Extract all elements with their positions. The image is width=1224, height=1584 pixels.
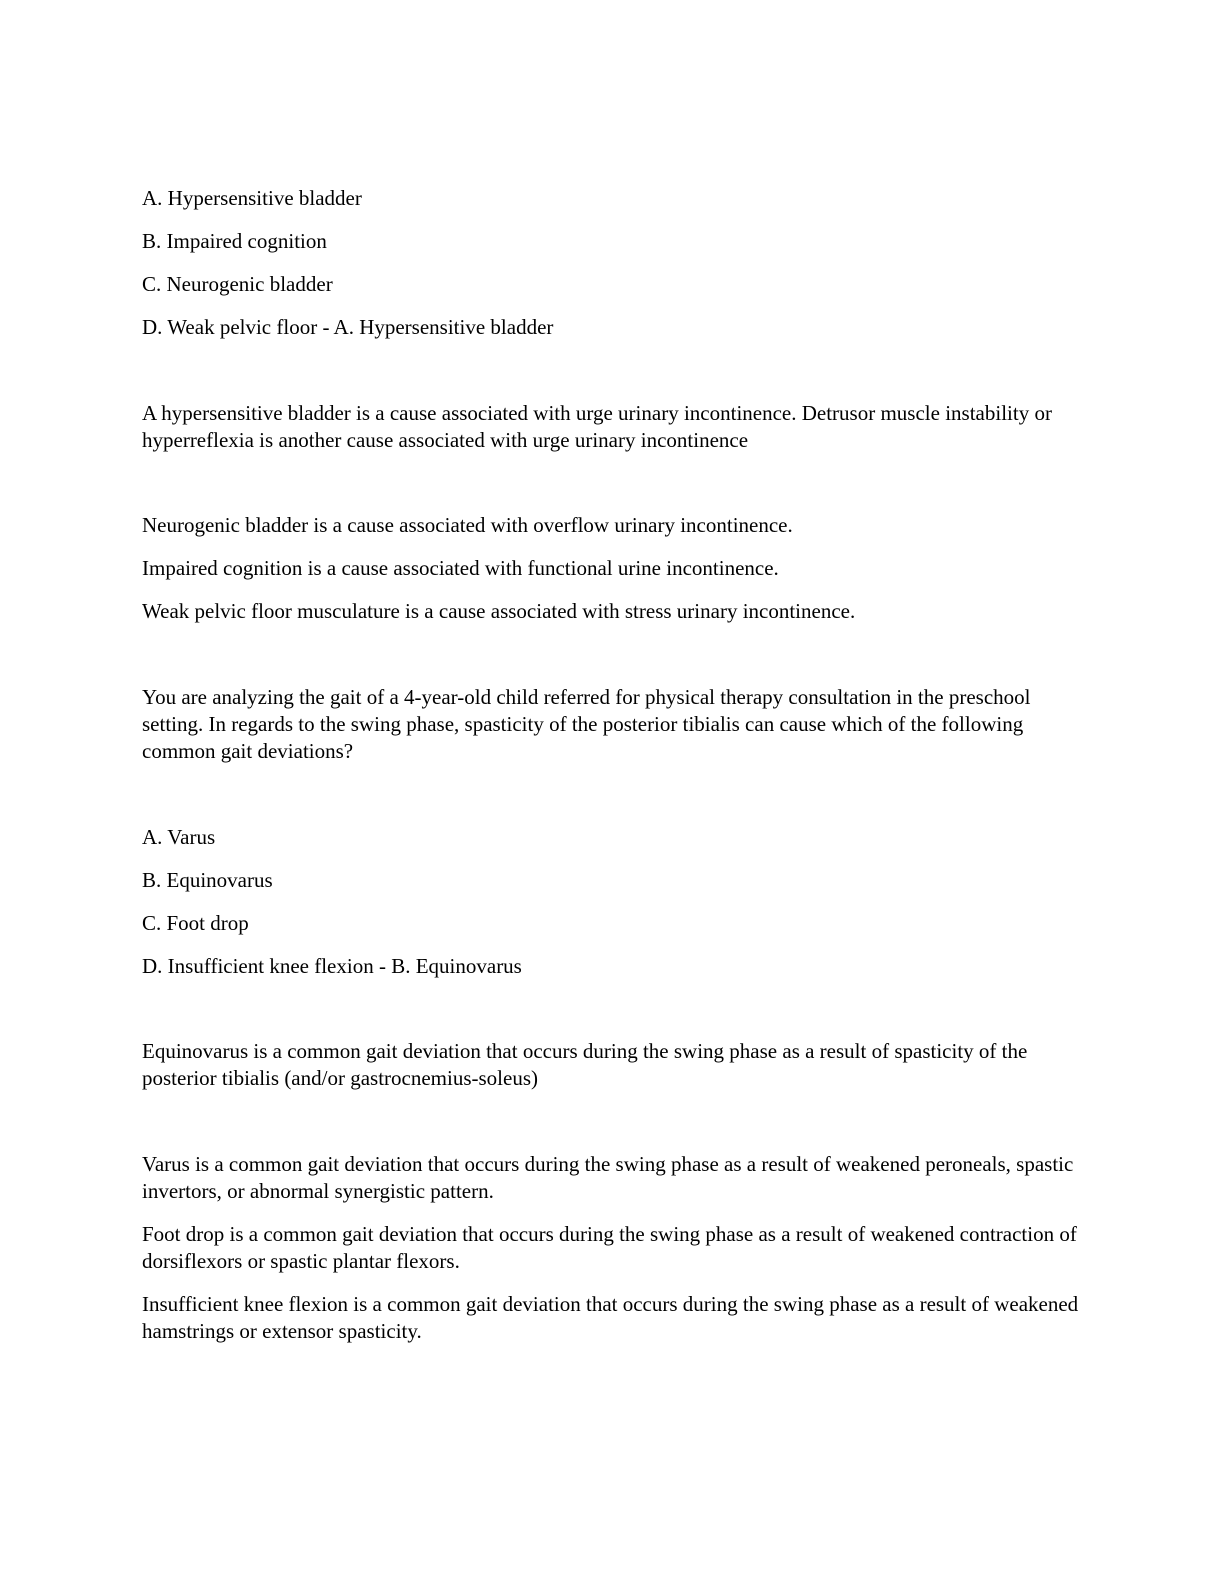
q1-option-c: C. Neurogenic bladder [142, 272, 333, 296]
q2-option-d-answer: D. Insufficient knee flexion - B. Equinovarus [142, 954, 522, 978]
q1-option-a: A. Hypersensitive bladder [142, 186, 362, 210]
q2-note-varus: Varus is a common gait deviation that occurs during the swing phase as a result of weakened peroneals, spastic invertors, or abnormal synergistic pattern. [142, 1152, 1074, 1203]
q2-option-b: B. Equinovarus [142, 868, 273, 892]
q2-note-knee-flexion: Insufficient knee flexion is a common gait deviation that occurs during the swing phase as a result of weakened hamstrings or extensor spasticity. [142, 1292, 1079, 1343]
q2-explanation: Equinovarus is a common gait deviation that occurs during the swing phase as a result of spasticity of the posterior tibialis (and/or gastrocnemius-soleus) [142, 1039, 1028, 1090]
q1-note-neurogenic: Neurogenic bladder is a cause associated with overflow urinary incontinence. [142, 513, 793, 537]
q1-option-d-answer: D. Weak pelvic floor - A. Hypersensitive bladder [142, 315, 554, 339]
q2-stem: You are analyzing the gait of a 4-year-old child referred for physical therapy consultation in the preschool setting. In regards to the swing phase, spasticity of the posterior tibialis can cause which of the following common gait deviations? [142, 685, 1031, 763]
q2-option-a: A. Varus [142, 825, 216, 849]
q1-note-cognition: Impaired cognition is a cause associated with functional urine incontinence. [142, 556, 779, 580]
q1-explanation: A hypersensitive bladder is a cause associated with urge urinary incontinence. Detrusor muscle instability or hyperreflexia is another cause associated with urge urinary incontinence [142, 401, 1052, 452]
q2-note-foot-drop: Foot drop is a common gait deviation that occurs during the swing phase as a result of weakened contraction of dorsiflexors or spastic plantar flexors. [142, 1222, 1077, 1273]
q2-option-c: C. Foot drop [142, 911, 249, 935]
q1-option-b: B. Impaired cognition [142, 229, 327, 253]
q1-note-pelvic-floor: Weak pelvic floor musculature is a cause associated with stress urinary incontinence. [142, 599, 856, 623]
